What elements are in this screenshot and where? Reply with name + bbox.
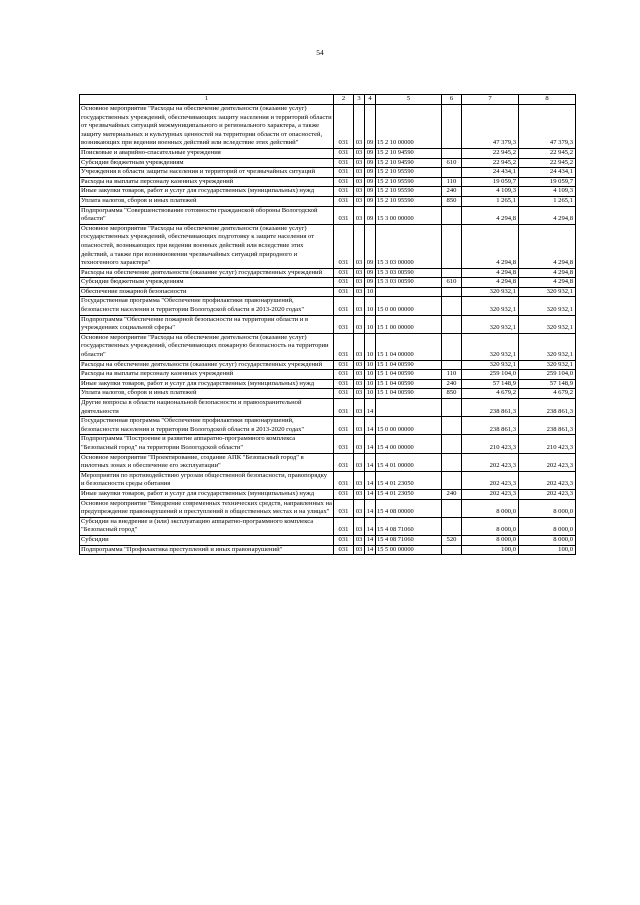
table-body	[80, 105, 576, 555]
row-amount-year-2: 22 945,2	[519, 148, 576, 158]
row-expense-type-code	[442, 417, 462, 435]
row-target-article-code: 15 4 08 71060	[376, 535, 442, 545]
row-amount-year-2: 4 294,8	[519, 268, 576, 278]
row-expense-type-code	[442, 297, 462, 315]
row-amount-year-2: 100,0	[519, 545, 576, 555]
row-grbs-code: 031	[334, 389, 354, 399]
row-name: Основное мероприятие "Внедрение современных технических средств, направленных на предупреждение правонарушений и преступлений в общественных местах и на улицах"	[80, 499, 334, 517]
row-subsection-code: 14	[365, 535, 376, 545]
table-row	[80, 360, 576, 370]
row-section-code: 03	[354, 287, 365, 297]
row-expense-type-code	[442, 315, 462, 333]
row-amount-year-1: 8 000,0	[462, 535, 519, 545]
table-row	[80, 187, 576, 197]
row-amount-year-2: 210 423,3	[519, 435, 576, 453]
row-subsection-code: 14	[365, 471, 376, 489]
row-name: Подпрограмма "Совершенствование готовности гражданской обороны Вологодской области"	[80, 206, 334, 224]
row-grbs-code: 031	[334, 206, 354, 224]
row-expense-type-code	[442, 268, 462, 278]
row-name: Субсидии бюджетным учреждениям	[80, 158, 334, 168]
table-header-row	[80, 95, 576, 105]
row-section-code: 03	[354, 148, 365, 158]
row-section-code: 03	[354, 453, 365, 471]
row-expense-type-code: 240	[442, 187, 462, 197]
row-amount-year-2: 22 945,2	[519, 158, 576, 168]
row-amount-year-1: 320 932,1	[462, 297, 519, 315]
row-amount-year-2: 320 932,1	[519, 333, 576, 360]
row-subsection-code: 09	[365, 168, 376, 178]
row-grbs-code: 031	[334, 360, 354, 370]
row-amount-year-1: 4 294,8	[462, 278, 519, 288]
table-row	[80, 517, 576, 535]
row-grbs-code: 031	[334, 499, 354, 517]
row-expense-type-code: 610	[442, 158, 462, 168]
row-section-code: 03	[354, 196, 365, 206]
table-row	[80, 158, 576, 168]
row-expense-type-code	[442, 399, 462, 417]
table-row	[80, 148, 576, 158]
row-amount-year-2: 8 000,0	[519, 535, 576, 545]
row-target-article-code: 15 3 00 00000	[376, 206, 442, 224]
row-subsection-code: 10	[365, 287, 376, 297]
table-row	[80, 315, 576, 333]
row-amount-year-1: 320 932,1	[462, 287, 519, 297]
row-amount-year-2: 47 379,3	[519, 105, 576, 149]
row-name: Расходы на обеспечение деятельности (оказание услуг) государственных учреждений	[80, 268, 334, 278]
row-grbs-code: 031	[334, 333, 354, 360]
row-target-article-code: 15 4 08 00000	[376, 499, 442, 517]
row-amount-year-2: 202 423,3	[519, 489, 576, 499]
row-target-article-code: 15 3 03 00590	[376, 278, 442, 288]
row-grbs-code: 031	[334, 196, 354, 206]
row-target-article-code: 15 2 10 00000	[376, 105, 442, 149]
row-section-code: 03	[354, 471, 365, 489]
row-subsection-code: 09	[365, 224, 376, 268]
row-subsection-code: 10	[365, 389, 376, 399]
row-amount-year-2: 8 000,0	[519, 517, 576, 535]
row-expense-type-code	[442, 545, 462, 555]
row-subsection-code: 14	[365, 453, 376, 471]
row-amount-year-1: 4 294,8	[462, 268, 519, 278]
row-section-code: 03	[354, 315, 365, 333]
row-amount-year-2: 24 434,1	[519, 168, 576, 178]
row-amount-year-1: 57 148,9	[462, 379, 519, 389]
row-amount-year-1: 22 945,2	[462, 148, 519, 158]
row-name: Основное мероприятие "Расходы на обеспечение деятельности (оказание услуг) государственных учреждений, обеспечивающих защиту населения и территорий области от чрезвычайных ситуаций межмуниципального и регионального характера, а также защиту материальных и культурных ценностей на территории области от опасностей, возникающих при ведении военных действий или вследствие этих действий"	[80, 105, 334, 149]
row-name: Иные закупки товаров, работ и услуг для государственных (муниципальных) нужд	[80, 187, 334, 197]
row-amount-year-1: 4 294,8	[462, 206, 519, 224]
row-subsection-code: 14	[365, 545, 376, 555]
row-expense-type-code: 240	[442, 489, 462, 499]
row-section-code: 03	[354, 417, 365, 435]
row-target-article-code: 15 4 01 00000	[376, 453, 442, 471]
header-cell: 6	[442, 95, 462, 105]
row-target-article-code: 15 0 00 00000	[376, 417, 442, 435]
row-grbs-code: 031	[334, 105, 354, 149]
row-subsection-code: 14	[365, 435, 376, 453]
row-name: Основное мероприятие "Расходы на обеспечение деятельности (оказание услуг) государственных учреждений, обеспечивающих подготовку к защите населения от опасностей, возникающих при ведении военных действий или вследствие этих действий, а также при возникновении чрезвычайных ситуаций природного и техногенного характера"	[80, 224, 334, 268]
row-amount-year-1: 47 379,3	[462, 105, 519, 149]
table-row	[80, 370, 576, 380]
row-expense-type-code: 850	[442, 196, 462, 206]
table-row	[80, 489, 576, 499]
row-target-article-code: 15 2 10 95590	[376, 168, 442, 178]
row-subsection-code: 14	[365, 417, 376, 435]
row-expense-type-code	[442, 471, 462, 489]
row-amount-year-1: 4 294,8	[462, 224, 519, 268]
budget-table	[79, 94, 576, 555]
row-amount-year-2: 202 423,3	[519, 453, 576, 471]
row-expense-type-code	[442, 224, 462, 268]
row-section-code: 03	[354, 268, 365, 278]
row-section-code: 03	[354, 224, 365, 268]
row-name: Расходы на выплаты персоналу казенных учреждений	[80, 370, 334, 380]
row-amount-year-2: 320 932,1	[519, 315, 576, 333]
row-amount-year-2: 4 679,2	[519, 389, 576, 399]
header-cell: 3	[354, 95, 365, 105]
row-subsection-code: 10	[365, 333, 376, 360]
row-grbs-code: 031	[334, 417, 354, 435]
row-amount-year-1: 4 109,3	[462, 187, 519, 197]
row-section-code: 03	[354, 517, 365, 535]
row-grbs-code: 031	[334, 187, 354, 197]
row-amount-year-2: 238 861,3	[519, 417, 576, 435]
row-subsection-code: 09	[365, 105, 376, 149]
header-cell: 8	[519, 95, 576, 105]
row-section-code: 03	[354, 297, 365, 315]
row-amount-year-1: 8 000,0	[462, 517, 519, 535]
row-name: Подпрограмма "Профилактика преступлений и иных правонарушений"	[80, 545, 334, 555]
row-name: Поисковые и аварийно-спасательные учреждения	[80, 148, 334, 158]
row-name: Субсидии бюджетным учреждениям	[80, 278, 334, 288]
row-amount-year-2: 4 294,8	[519, 278, 576, 288]
row-amount-year-1: 24 434,1	[462, 168, 519, 178]
row-target-article-code: 15 2 10 95590	[376, 196, 442, 206]
row-subsection-code: 14	[365, 489, 376, 499]
row-target-article-code: 15 2 10 95590	[376, 177, 442, 187]
row-section-code: 03	[354, 177, 365, 187]
row-name: Уплата налогов, сборов и иных платежей	[80, 389, 334, 399]
row-amount-year-1: 22 945,2	[462, 158, 519, 168]
row-amount-year-1: 202 423,3	[462, 489, 519, 499]
row-section-code: 03	[354, 333, 365, 360]
row-amount-year-2: 8 000,0	[519, 499, 576, 517]
row-amount-year-2: 4 294,8	[519, 206, 576, 224]
row-amount-year-1: 259 104,0	[462, 370, 519, 380]
table-row	[80, 417, 576, 435]
row-section-code: 03	[354, 389, 365, 399]
row-name: Подпрограмма "Обеспечение пожарной безопасности на территории области и в учреждениях социальной сферы"	[80, 315, 334, 333]
header-cell: 5	[376, 95, 442, 105]
row-amount-year-2: 1 265,1	[519, 196, 576, 206]
table-row	[80, 105, 576, 149]
row-target-article-code: 15 3 03 00590	[376, 268, 442, 278]
row-name: Расходы на выплаты персоналу казенных учреждений	[80, 177, 334, 187]
row-amount-year-2: 4 294,8	[519, 224, 576, 268]
row-target-article-code: 15 3 03 00000	[376, 224, 442, 268]
row-name: Основное мероприятие "Расходы на обеспечение деятельности (оказание услуг) государственных учреждений, обеспечивающих пожарную безопасность на территории области"	[80, 333, 334, 360]
budget-table-container	[79, 94, 575, 555]
table-row	[80, 389, 576, 399]
table-row	[80, 196, 576, 206]
table-row	[80, 379, 576, 389]
row-name: Расходы на обеспечение деятельности (оказание услуг) государственных учреждений	[80, 360, 334, 370]
row-target-article-code: 15 1 04 00590	[376, 389, 442, 399]
row-amount-year-1: 1 265,1	[462, 196, 519, 206]
row-target-article-code	[376, 287, 442, 297]
row-target-article-code: 15 1 04 00590	[376, 370, 442, 380]
row-expense-type-code	[442, 287, 462, 297]
row-grbs-code: 031	[334, 315, 354, 333]
table-row	[80, 278, 576, 288]
row-amount-year-1: 202 423,3	[462, 453, 519, 471]
row-grbs-code: 031	[334, 168, 354, 178]
row-subsection-code: 09	[365, 177, 376, 187]
row-section-code: 03	[354, 278, 365, 288]
row-expense-type-code	[442, 517, 462, 535]
row-name: Государственная программа "Обеспечение профилактики правонарушений, безопасности населения и территории Вологодской области в 2013-2020 годах"	[80, 417, 334, 435]
row-grbs-code: 031	[334, 517, 354, 535]
row-section-code: 03	[354, 187, 365, 197]
row-expense-type-code: 110	[442, 177, 462, 187]
table-row	[80, 268, 576, 278]
row-name: Уплата налогов, сборов и иных платежей	[80, 196, 334, 206]
row-expense-type-code	[442, 168, 462, 178]
row-grbs-code: 031	[334, 435, 354, 453]
table-row	[80, 333, 576, 360]
row-grbs-code: 031	[334, 489, 354, 499]
row-expense-type-code: 610	[442, 278, 462, 288]
row-target-article-code: 15 2 10 94590	[376, 148, 442, 158]
row-expense-type-code: 240	[442, 379, 462, 389]
row-section-code: 03	[354, 206, 365, 224]
row-amount-year-1: 238 861,3	[462, 417, 519, 435]
row-subsection-code: 09	[365, 187, 376, 197]
row-section-code: 03	[354, 168, 365, 178]
row-amount-year-2: 238 861,3	[519, 399, 576, 417]
row-amount-year-2: 4 109,3	[519, 187, 576, 197]
row-section-code: 03	[354, 435, 365, 453]
row-amount-year-1: 4 679,2	[462, 389, 519, 399]
row-grbs-code: 031	[334, 287, 354, 297]
row-subsection-code: 09	[365, 158, 376, 168]
row-grbs-code: 031	[334, 158, 354, 168]
row-expense-type-code: 520	[442, 535, 462, 545]
table-row	[80, 168, 576, 178]
row-target-article-code: 15 1 04 00590	[376, 360, 442, 370]
header-cell: 7	[462, 95, 519, 105]
row-subsection-code: 10	[365, 315, 376, 333]
row-expense-type-code	[442, 333, 462, 360]
row-name: Иные закупки товаров, работ и услуг для государственных (муниципальных) нужд	[80, 489, 334, 499]
row-amount-year-1: 100,0	[462, 545, 519, 555]
row-amount-year-1: 8 000,0	[462, 499, 519, 517]
row-expense-type-code	[442, 105, 462, 149]
table-row	[80, 399, 576, 417]
row-name: Подпрограмма "Построение и развитие аппаратно-программного комплекса "Безопасный город" на территории Вологодской области"	[80, 435, 334, 453]
table-row	[80, 287, 576, 297]
row-amount-year-1: 19 059,7	[462, 177, 519, 187]
row-name: Мероприятия по противодействию угрозам общественной безопасности, правопорядку и безопасности среды обитания	[80, 471, 334, 489]
row-grbs-code: 031	[334, 370, 354, 380]
row-target-article-code: 15 1 04 00000	[376, 333, 442, 360]
row-target-article-code: 15 4 08 71060	[376, 517, 442, 535]
row-target-article-code: 15 1 04 00590	[376, 379, 442, 389]
row-name: Обеспечение пожарной безопасности	[80, 287, 334, 297]
row-amount-year-2: 57 148,9	[519, 379, 576, 389]
row-target-article-code	[376, 399, 442, 417]
row-name: Субсидии	[80, 535, 334, 545]
row-grbs-code: 031	[334, 453, 354, 471]
row-grbs-code: 031	[334, 177, 354, 187]
row-section-code: 03	[354, 545, 365, 555]
row-target-article-code: 15 1 00 00000	[376, 315, 442, 333]
row-section-code: 03	[354, 360, 365, 370]
table-row	[80, 535, 576, 545]
row-subsection-code: 09	[365, 148, 376, 158]
row-target-article-code: 15 0 00 00000	[376, 297, 442, 315]
row-amount-year-1: 320 932,1	[462, 333, 519, 360]
row-subsection-code: 09	[365, 278, 376, 288]
row-name: Субсидии на внедрение и (или) эксплуатацию аппаратно-программного комплекса "Безопасный город"	[80, 517, 334, 535]
header-cell: 4	[365, 95, 376, 105]
row-expense-type-code	[442, 453, 462, 471]
row-expense-type-code	[442, 435, 462, 453]
row-section-code: 03	[354, 489, 365, 499]
table-row	[80, 297, 576, 315]
table-row	[80, 435, 576, 453]
row-target-article-code: 15 2 10 94590	[376, 158, 442, 168]
row-subsection-code: 14	[365, 399, 376, 417]
row-section-code: 03	[354, 499, 365, 517]
row-amount-year-1: 202 423,3	[462, 471, 519, 489]
row-amount-year-2: 202 423,3	[519, 471, 576, 489]
row-amount-year-2: 19 059,7	[519, 177, 576, 187]
row-subsection-code: 09	[365, 206, 376, 224]
table-row	[80, 206, 576, 224]
row-grbs-code: 031	[334, 278, 354, 288]
row-target-article-code: 15 4 01 23050	[376, 489, 442, 499]
row-grbs-code: 031	[334, 535, 354, 545]
row-expense-type-code: 850	[442, 389, 462, 399]
row-expense-type-code	[442, 148, 462, 158]
row-grbs-code: 031	[334, 297, 354, 315]
row-name: Основное мероприятие "Проектирование, создание АПК "Безопасный город" в пилотных зонах и обеспечение его эксплуатации"	[80, 453, 334, 471]
row-section-code: 03	[354, 399, 365, 417]
table-row	[80, 471, 576, 489]
row-grbs-code: 031	[334, 471, 354, 489]
row-subsection-code: 09	[365, 196, 376, 206]
row-subsection-code: 14	[365, 517, 376, 535]
row-section-code: 03	[354, 370, 365, 380]
row-grbs-code: 031	[334, 268, 354, 278]
row-amount-year-1: 238 861,3	[462, 399, 519, 417]
row-amount-year-1: 210 423,3	[462, 435, 519, 453]
row-subsection-code: 10	[365, 379, 376, 389]
row-expense-type-code	[442, 206, 462, 224]
row-amount-year-1: 320 932,1	[462, 315, 519, 333]
row-name: Учреждения в области защиты населения и территорий от чрезвычайных ситуаций	[80, 168, 334, 178]
row-target-article-code: 15 4 01 23050	[376, 471, 442, 489]
row-amount-year-2: 259 104,0	[519, 370, 576, 380]
table-row	[80, 224, 576, 268]
row-target-article-code: 15 2 10 95590	[376, 187, 442, 197]
row-amount-year-1: 320 932,1	[462, 360, 519, 370]
row-section-code: 03	[354, 535, 365, 545]
table-row	[80, 545, 576, 555]
row-name: Государственная программа "Обеспечение профилактики правонарушений, безопасности населения и территории Вологодской области в 2013-2020 годах"	[80, 297, 334, 315]
table-row	[80, 453, 576, 471]
row-grbs-code: 031	[334, 148, 354, 158]
row-amount-year-2: 320 932,1	[519, 360, 576, 370]
row-expense-type-code	[442, 360, 462, 370]
row-section-code: 03	[354, 379, 365, 389]
row-grbs-code: 031	[334, 224, 354, 268]
row-target-article-code: 15 4 00 00000	[376, 435, 442, 453]
header-cell: 1	[80, 95, 334, 105]
row-subsection-code: 14	[365, 499, 376, 517]
row-subsection-code: 10	[365, 360, 376, 370]
row-subsection-code: 10	[365, 370, 376, 380]
table-row	[80, 177, 576, 187]
row-subsection-code: 09	[365, 268, 376, 278]
row-subsection-code: 10	[365, 297, 376, 315]
row-section-code: 03	[354, 105, 365, 149]
row-name: Иные закупки товаров, работ и услуг для государственных (муниципальных) нужд	[80, 379, 334, 389]
row-expense-type-code: 110	[442, 370, 462, 380]
row-amount-year-2: 320 932,1	[519, 297, 576, 315]
row-grbs-code: 031	[334, 379, 354, 389]
row-amount-year-2: 320 932,1	[519, 287, 576, 297]
row-grbs-code: 031	[334, 399, 354, 417]
row-expense-type-code	[442, 499, 462, 517]
row-section-code: 03	[354, 158, 365, 168]
table-row	[80, 499, 576, 517]
row-name: Другие вопросы в области национальной безопасности и правоохранительной деятельности	[80, 399, 334, 417]
page-number: 54	[316, 48, 324, 57]
row-grbs-code: 031	[334, 545, 354, 555]
row-target-article-code: 15 5 00 00000	[376, 545, 442, 555]
header-cell: 2	[334, 95, 354, 105]
